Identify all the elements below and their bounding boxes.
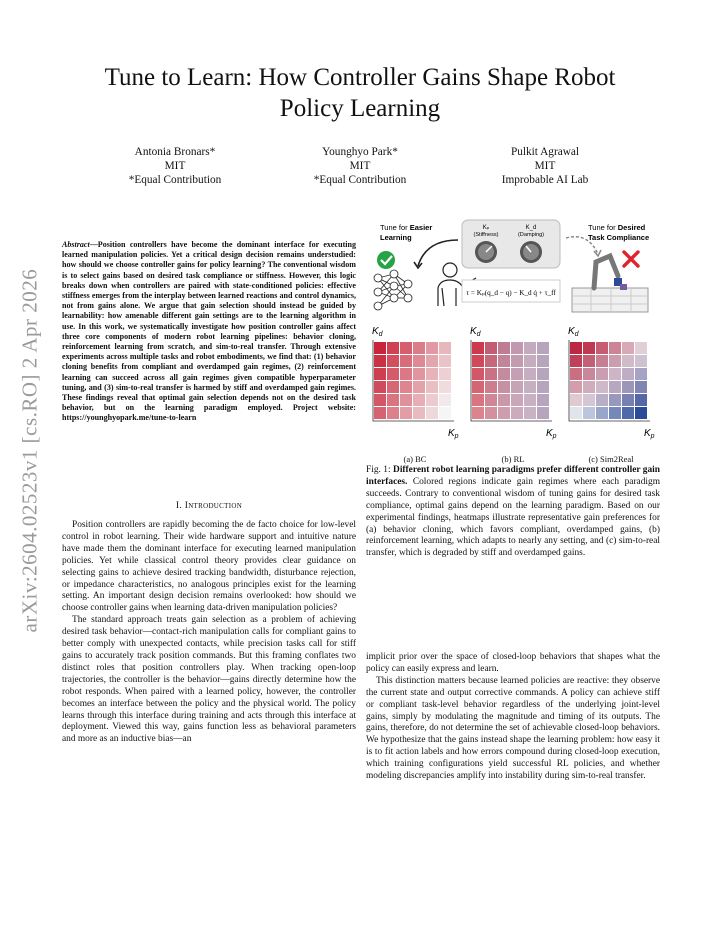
heatmap-cell: [622, 407, 634, 419]
heatmap-cell: [583, 342, 595, 354]
heatmaps: [372, 326, 655, 440]
check-icon: [377, 251, 395, 269]
control-equation: τ = Kₚ(q_d − q) − K_d q̇ + τ_ff: [466, 289, 556, 297]
heatmap-cell: [374, 368, 386, 380]
heatmap-cell: [622, 342, 634, 354]
heatmap-cell: [400, 394, 412, 406]
y-axis-label: $K_d$: [568, 326, 579, 338]
heatmap-cell: [609, 381, 621, 393]
heatmap-cell: [583, 407, 595, 419]
heatmap-cell: [570, 355, 582, 367]
heatmap-cell: [413, 342, 425, 354]
heatmap-cell: [413, 394, 425, 406]
author-note: *Equal Contribution: [313, 174, 407, 186]
arxiv-stamp: arXiv:2604.02523v1 [cs.RO] 2 Apr 2026: [17, 268, 42, 633]
heatmap-cell: [635, 368, 647, 380]
heatmap-cell: [596, 342, 608, 354]
fig-label-desired: Tune for Desired: [588, 223, 646, 232]
heatmap-cell: [609, 355, 621, 367]
heatmap-cell: [498, 381, 510, 393]
heatmap-cell: [439, 368, 451, 380]
abstract-label: Abstract: [62, 240, 90, 249]
right-column-body: [366, 652, 660, 783]
heatmap-cell: [387, 394, 399, 406]
fig-label-task-compliance: Task Compliance: [588, 233, 650, 242]
sublabel-bc: (a) BC: [403, 454, 427, 464]
heatmap-cell: [439, 355, 451, 367]
heatmap-cell: [524, 381, 536, 393]
heatmap-cell: [537, 407, 549, 419]
heatmap-cell: [635, 381, 647, 393]
heatmap-cell: [524, 407, 536, 419]
heatmap-cell: [387, 355, 399, 367]
heatmap: [568, 326, 655, 440]
heatmap-cell: [413, 368, 425, 380]
heatmap-cell: [400, 355, 412, 367]
heatmap-cell: [596, 394, 608, 406]
heatmap-cell: [635, 355, 647, 367]
heatmap-cell: [400, 368, 412, 380]
heatmap-cell: [400, 342, 412, 354]
heatmap-cell: [524, 355, 536, 367]
fig-label-easier: Tune for Easier: [380, 223, 433, 232]
heatmap-cell: [472, 355, 484, 367]
heatmap-cell: [426, 407, 438, 419]
kd-knob-icon: [520, 241, 542, 263]
arrow-left-icon: [418, 240, 458, 266]
author-block: [90, 145, 260, 187]
heatmap-cell: [622, 355, 634, 367]
heatmap-cell: [596, 381, 608, 393]
heatmap-cell: [583, 381, 595, 393]
author-name: Younghyo Park*: [322, 146, 398, 158]
sublabel-sim2real: (c) Sim2Real: [588, 454, 634, 464]
caption-bold: Different robot learning paradigms prefer different controller gain interfaces.: [366, 465, 660, 487]
heatmap-cell: [374, 381, 386, 393]
heatmap-cell: [374, 342, 386, 354]
heatmap-cell: [426, 355, 438, 367]
figure-1: [366, 218, 660, 468]
heatmap-cell: [609, 368, 621, 380]
x-axis-label: $K_p$: [644, 428, 655, 440]
heatmap: [470, 326, 557, 440]
paragraph: Position controllers are rapidly becoming the de facto choice for low-level control in robot learning. Their wide hardware support and intuitive nature have made them the dominant interface for executing learned manipulation policies. Yet while classical control theory provides clear guidance on selecting gains to achieve desired tracking bandwidth, disturbance rejection, or impedance characteristics, no analogous principles exist for the learning setting. An important design decision remains overlooked: how should we choose controller gains when learning data-driven manipulation policies?: [62, 520, 356, 614]
heatmap-cell: [472, 394, 484, 406]
heatmap-cell: [498, 342, 510, 354]
figure-caption: [366, 465, 660, 560]
heatmap-cell: [570, 394, 582, 406]
heatmap-cell: [374, 394, 386, 406]
heatmap-cell: [511, 342, 523, 354]
heatmap-cell: [387, 407, 399, 419]
heatmap-cell: [537, 368, 549, 380]
paragraph: The standard approach treats gain selection as a problem of achieving desired task behavior—contact-rich manipulation calls for compliant gains to better comply with unexpected contacts, while precision tasks call for stiff gains to accurately track position commands. But this framing conflates two distinct roles that position controllers play. When tracking open-loop trajectories, the controller is the behavior—gains directly determine how the robot responds. When paired with a learned policy, however, the controller becomes an interface between the policy and the physical world. The policy learns through this interface during training and acts through this interface at deployment. Viewed this way, gains function less as behavioral parameters and more as an inductive bias—an: [62, 615, 356, 745]
heatmap-cell: [511, 355, 523, 367]
heatmap-cell: [537, 381, 549, 393]
x-axis-label: $K_p$: [448, 428, 459, 440]
heatmap-cell: [426, 381, 438, 393]
y-axis-label: $K_d$: [470, 326, 481, 338]
heatmap-cell: [439, 342, 451, 354]
author-affiliation: MIT: [534, 160, 556, 172]
heatmap-cell: [635, 394, 647, 406]
heatmap-cell: [596, 355, 608, 367]
heatmap-cell: [485, 342, 497, 354]
heatmap-cell: [511, 407, 523, 419]
heatmap-cell: [596, 368, 608, 380]
heatmap-cell: [387, 342, 399, 354]
heatmap-cell: [498, 407, 510, 419]
heatmap-cell: [498, 394, 510, 406]
heatmap-cell: [524, 368, 536, 380]
knob-kd-sub: (Damping): [517, 232, 545, 238]
heatmap-cell: [472, 381, 484, 393]
heatmap-cell: [400, 381, 412, 393]
heatmap-cell: [537, 342, 549, 354]
heatmap-cell: [583, 355, 595, 367]
author-block: [460, 145, 630, 187]
caption-text: Colored regions indicate gain regimes where each paradigm succeeds. Contrary to conventional wisdom of tuning gains for desired task compliance, optimal gains depend on the learning paradigm. Based on our experimental findings, heatmaps illustrate representative gain preferences for (a) behavior cloning, which favors compliant, overdamped gains, (b) reinforcement learning, which adapts to nearly any setting, and (c) sim-to-real transfer, which is degraded by stiff and overdamped gains.: [366, 476, 660, 559]
heatmap-cell: [524, 394, 536, 406]
heatmap-cell: [374, 407, 386, 419]
sublabel-rl: (b) RL: [501, 454, 525, 464]
author-block: [275, 145, 445, 187]
paper-title: Tune to Learn: How Controller Gains Shape Robot Policy Learning: [104, 64, 616, 122]
figure-graphic: [366, 218, 660, 468]
y-axis-label: $K_d$: [372, 326, 383, 338]
author-name: Antonia Bronars*: [134, 146, 216, 158]
heatmap-cell: [635, 407, 647, 419]
knob-kp-label: Kₚ: [482, 225, 490, 231]
heatmap-cell: [485, 407, 497, 419]
heatmap-cell: [439, 381, 451, 393]
paragraph: This distinction matters because learned policies are reactive: they observe the current state and output corrective commands. A policy can achieve stiff or compliant task-level behavior regardless of the underlying joint-level gains, simply by modulating the magnitude and timing of its outputs. The gains, therefore, do not determine the set of achievable closed-loop behaviors. We hypothesize that the gains instead shape the learning problem: how easy it is to fit action labels and how errors compound during closed-loop execution, which training configurations yield successful RL policies, and whether modeling discrepancies amplify into instability during sim-to-real transfer.: [366, 675, 660, 782]
heatmap-cell: [413, 355, 425, 367]
heatmap-cell: [609, 342, 621, 354]
heatmap-cell: [439, 394, 451, 406]
abstract: [62, 240, 356, 424]
author-affiliation: MIT: [164, 160, 186, 172]
heatmap-cell: [426, 342, 438, 354]
abstract-text: —Position controllers have become the dominant interface for executing learned manipulation policies. Yet a critical design decision remains understudied: how should we choose controller gains for policy learning? The conventional wisdom is to select gains based on desired task compliance or stiffness. However, this logic breaks down when controllers are paired with state-conditioned policies: effective stiffness emerges from the interplay between learned reactions and control dynamics, not from gains alone. We argue that gain selection should instead be guided by learnability: how amenable different gain settings are to the learning algorithm in use. In this work, we systematically investigate how position controller gains affect three core components of modern robot learning pipelines: behavior cloning, reinforcement learning from scratch, and sim-to-real transfer. Through extensive experiments across multiple tasks and robot embodiments, we find that: (1) behavior cloning benefits from compliant and overdamped gain regimes, (2) reinforcement learning can succeed across all gain regimes given compatible hyperparameter tuning, and (3) sim-to-real transfer is harmed by stiff and overdamped gain regimes. These findings reveal that optimal gain selection depends not on the desired task behavior, but on the learning paradigm employed. Project website: https://younghyopark.me/tune-to-learn: [62, 240, 356, 423]
heatmap-cell: [374, 355, 386, 367]
heatmap-cell: [570, 342, 582, 354]
heatmap-cell: [400, 407, 412, 419]
heatmap-cell: [609, 407, 621, 419]
heatmap-cell: [426, 394, 438, 406]
paragraph: implicit prior over the space of closed-loop behaviors that shapes what the policy can easily express and learn.: [366, 652, 660, 674]
fig-label-learning: Learning: [380, 233, 412, 242]
heatmap-cell: [609, 394, 621, 406]
heatmap-cell: [426, 368, 438, 380]
heatmap-cell: [387, 368, 399, 380]
heatmap-cell: [537, 394, 549, 406]
heatmap-cell: [635, 342, 647, 354]
heatmap-cell: [472, 342, 484, 354]
neural-network-icon: [374, 270, 412, 310]
heatmap-cell: [570, 381, 582, 393]
heatmap-cell: [524, 342, 536, 354]
section-heading: [62, 501, 356, 511]
author-name: Pulkit Agrawal: [510, 146, 580, 158]
section-heading-text: I. Introduction: [175, 501, 243, 511]
caption-prefix: Fig. 1:: [366, 465, 394, 475]
heatmap-cell: [622, 368, 634, 380]
heatmap-cell: [485, 355, 497, 367]
heatmap-cell: [537, 355, 549, 367]
author-affiliation: MIT: [349, 160, 371, 172]
knob-kp-sub: (Stiffness): [473, 232, 499, 238]
heatmap-cell: [583, 394, 595, 406]
heatmap-cell: [596, 407, 608, 419]
heatmap-cell: [413, 381, 425, 393]
left-column-body: [62, 520, 356, 746]
heatmap: [372, 326, 459, 440]
gain-panel: [462, 220, 560, 268]
heatmap-cell: [485, 394, 497, 406]
heatmap-cell: [622, 381, 634, 393]
heatmap-cell: [413, 407, 425, 419]
heatmap-cell: [570, 407, 582, 419]
heatmap-cell: [570, 368, 582, 380]
kp-knob-icon: [475, 241, 497, 263]
heatmap-cell: [511, 394, 523, 406]
heatmap-cell: [387, 381, 399, 393]
heatmap-cell: [485, 368, 497, 380]
knob-kd-label: K_d: [525, 225, 537, 231]
heatmap-cell: [622, 394, 634, 406]
heatmap-cell: [583, 368, 595, 380]
heatmap-cell: [511, 381, 523, 393]
author-note: *Equal Contribution: [128, 174, 222, 186]
heatmap-cell: [439, 407, 451, 419]
heatmap-cell: [511, 368, 523, 380]
author-note: Improbable AI Lab: [501, 174, 589, 186]
cross-icon: [624, 252, 638, 266]
heatmap-cell: [472, 368, 484, 380]
heatmap-cell: [485, 381, 497, 393]
heatmap-cell: [472, 407, 484, 419]
heatmap-cell: [498, 355, 510, 367]
x-axis-label: $K_p$: [546, 428, 557, 440]
heatmap-cell: [498, 368, 510, 380]
